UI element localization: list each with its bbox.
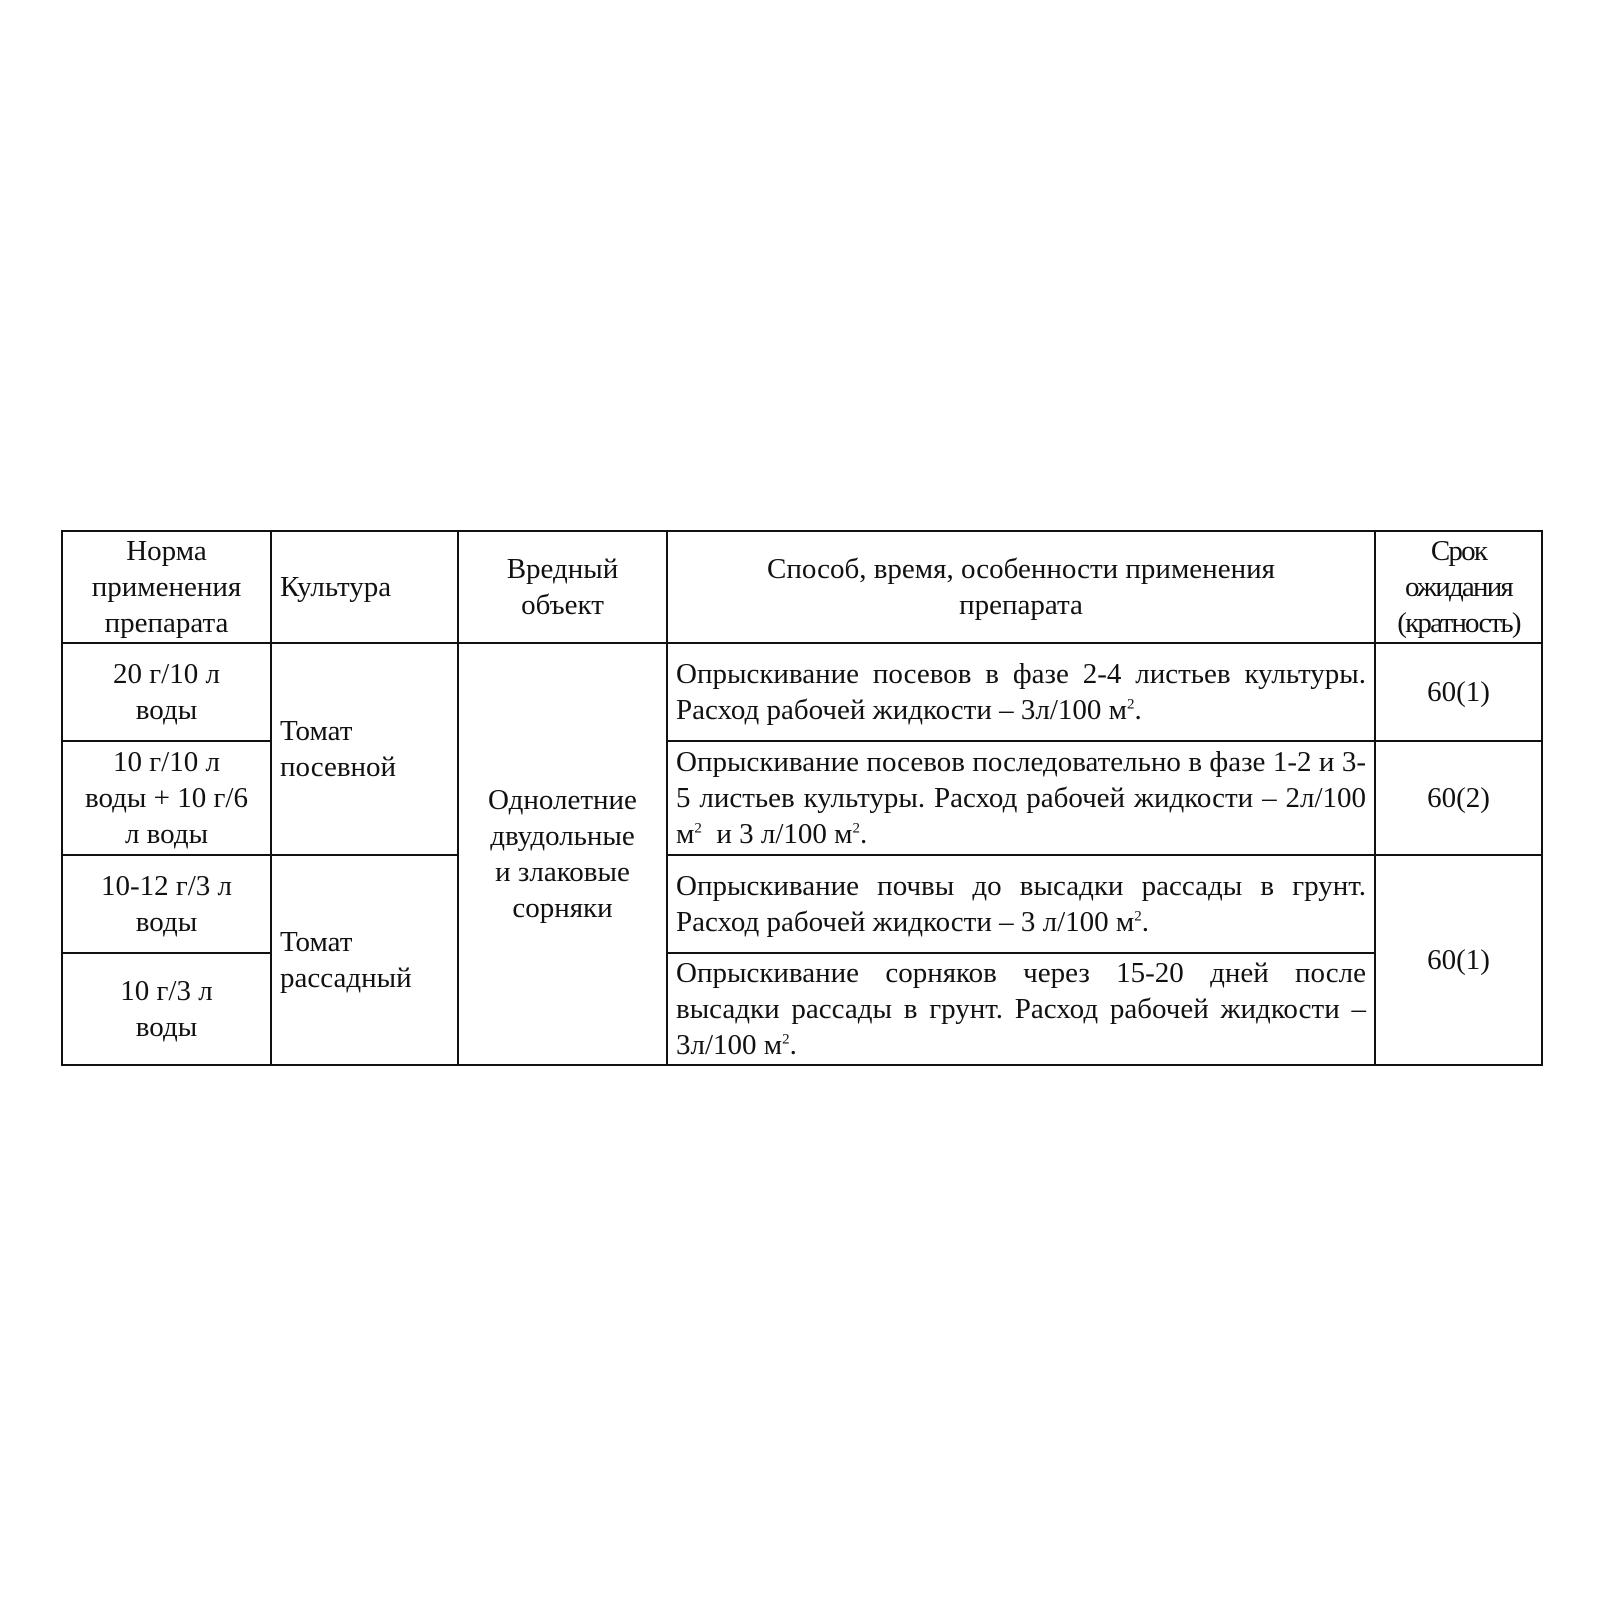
culture-cell: Томат посевной [271,643,458,855]
header-culture: Культура [271,531,458,643]
wait-cell: 60(2) [1375,741,1542,855]
table-row [62,855,1542,953]
rate-cell: 10-12 г/3 л воды [62,855,271,953]
header-pest: Вредный объект [458,531,667,643]
pest-object-cell: Однолетние двудольные и злаковые сорняки [458,643,667,1065]
method-cell: Опрыскивание почвы до высадки рассады в грунт. Расход рабочей жидкости – 3 л/100 $м^2$. [667,855,1375,953]
header-method: Способ, время, особенности применения препарата [667,531,1375,643]
rate-cell: 10 г/10 л воды + 10 г/6 л воды [62,741,271,855]
rate-cell: 20 г/10 л воды [62,643,271,741]
table-header-row [62,531,1542,643]
method-cell: Опрыскивание посевов последовательно в фазе 1-2 и 3-5 листьев культуры. Расход рабочей жидкости – 2л/100 $м^2$ и 3 л/100 $м^2$. [667,741,1375,855]
wait-cell: 60(1) [1375,855,1542,1065]
method-cell: Опрыскивание посевов в фазе 2-4 листьев культуры. Расход рабочей жидкости – 3л/100 $м^2$. [667,643,1375,741]
header-rate: Норма применения препарата [62,531,271,643]
table-row [62,643,1542,741]
rate-cell: 10 г/3 л воды [62,953,271,1065]
header-wait: Срок ожидания (кратность) [1375,531,1542,643]
wait-cell: 60(1) [1375,643,1542,741]
culture-cell: Томат рассадный [271,855,458,1065]
method-cell: Опрыскивание сорняков через 15-20 дней после высадки рассады в грунт. Расход рабочей жидкости – 3л/100 $м^2$. [667,953,1375,1065]
pesticide-usage-table [61,530,1543,1066]
